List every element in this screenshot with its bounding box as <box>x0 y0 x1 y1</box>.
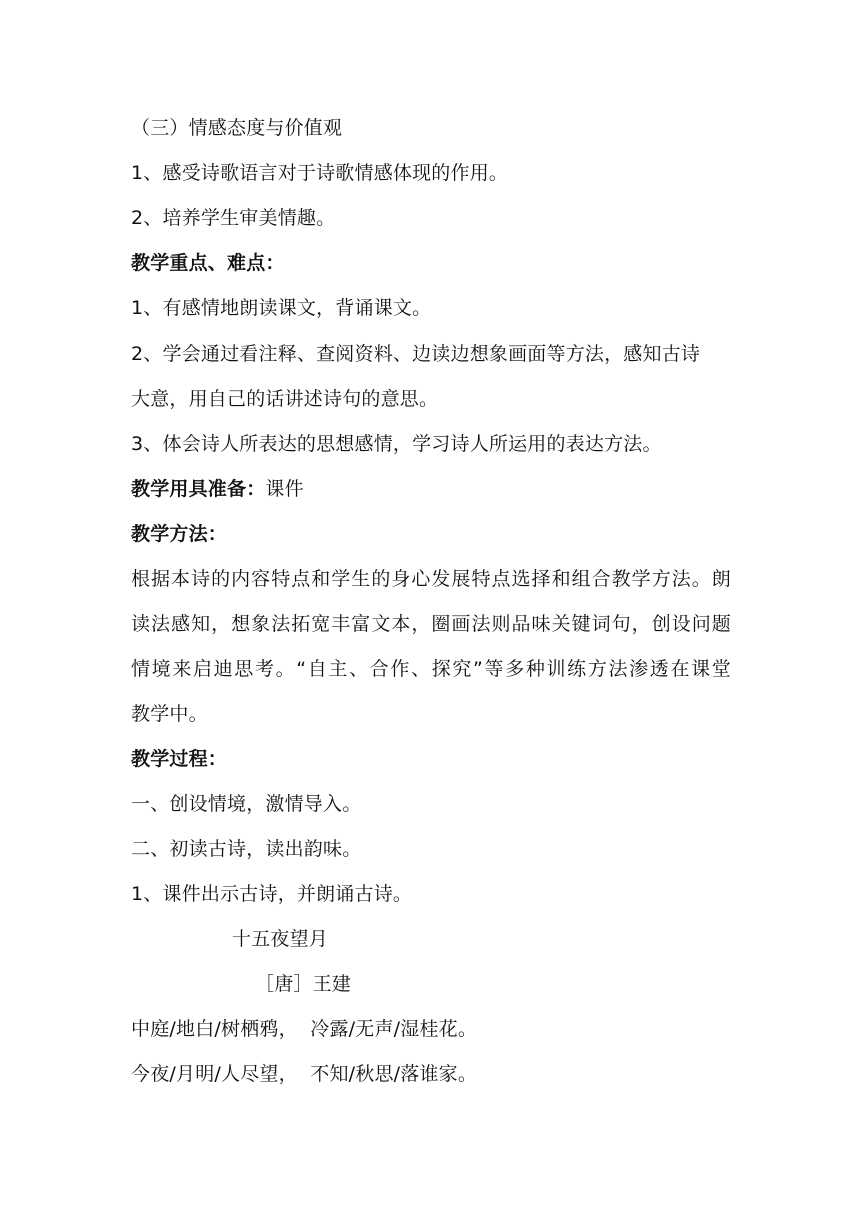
tools-value: 课件 <box>265 478 304 500</box>
key-point-2: 2、学会通过看注释、查阅资料、边读边想象画面等方法，感知古诗 <box>131 343 701 365</box>
key-point-2-continued: 大意，用自己的话讲述诗句的意思。 <box>131 388 439 410</box>
section-attitude-heading: （三）情感态度与价值观 <box>131 117 343 139</box>
attitude-item-2: 2、培养学生审美情趣。 <box>131 207 336 229</box>
method-line-2: 读法感知，想象法拓宽丰富文本，圈画法则品味关键词句，创设问题 <box>131 613 731 635</box>
process-step-2: 二、初读古诗，读出韵味。 <box>131 838 362 860</box>
key-point-3: 3、体会诗人所表达的思想感情，学习诗人所运用的表达方法。 <box>131 433 662 455</box>
attitude-item-1: 1、感受诗歌语言对于诗歌情感体现的作用。 <box>131 162 509 184</box>
method-heading: 教学方法： <box>131 523 228 545</box>
process-heading: 教学过程： <box>131 748 228 770</box>
tools-line <box>131 477 304 501</box>
key-point-1: 1、有感情地朗读课文，背诵课文。 <box>131 297 432 319</box>
key-points-heading: 教学重点、难点： <box>131 252 285 274</box>
poem-author: ［唐］王建 <box>255 973 352 995</box>
poem-title: 十五夜望月 <box>232 928 329 950</box>
method-line-4: 教学中。 <box>131 703 208 725</box>
tools-label: 教学用具准备： <box>131 478 266 500</box>
poem-line-1: 中庭/地白/树栖鸦， 冷露/无声/湿桂花。 <box>131 1018 478 1040</box>
process-step-1: 一、创设情境，激情导入。 <box>131 793 362 815</box>
process-step-3: 1、课件出示古诗，并朗诵古诗。 <box>131 883 413 905</box>
poem-line-2: 今夜/月明/人尽望， 不知/秋思/落谁家。 <box>131 1063 478 1085</box>
method-line-3: 情境来启迪思考。“自主、合作、探究”等多种训练方法渗透在课堂 <box>131 658 731 680</box>
method-line-1: 根据本诗的内容特点和学生的身心发展特点选择和组合教学方法。朗 <box>131 568 731 590</box>
